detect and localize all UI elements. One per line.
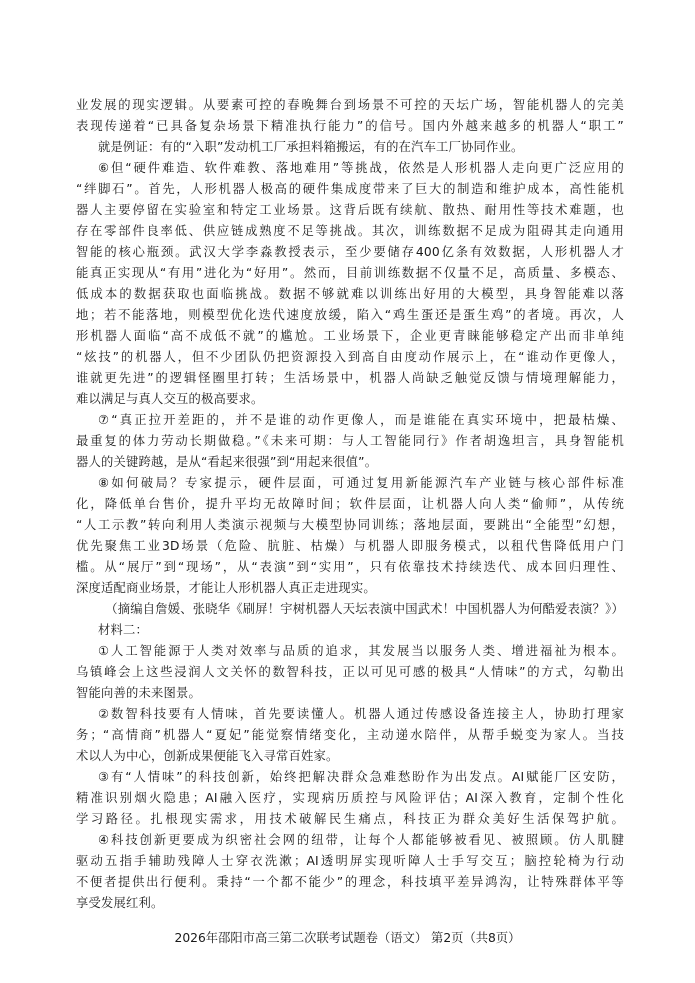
text-line: 术以人为中心，创新成果便能飞入寻常百姓家。 bbox=[76, 749, 339, 763]
text-line: 优先聚焦工业3D场景（危险、肮脏、枯燥）与机器人即服务模式，以租代售降低用户门 bbox=[76, 539, 624, 553]
text-line: 槛。从“展厅”到“现场”，从“表演”到“实用”，只有依靠技术持续迭代、成本回归理性、 bbox=[76, 560, 624, 574]
text-line: 器人的关键跨越，是从“看起来很强”到“用起来很值”。 bbox=[76, 455, 378, 469]
text-line: 就是例证：有的“入职”发动机工厂承担料箱搬运，有的在汽车工厂协同作业。 bbox=[98, 140, 524, 154]
text-line: 形机器人面临“高不成低不就”的尴尬。工业场景下，企业更青睐能够稳定产出而非单纯 bbox=[76, 329, 624, 343]
text-line: 最重复的体力劳动长期做稳。”《未来可期：与人工智能同行》作者胡逸坦言，具身智能机 bbox=[76, 434, 624, 448]
text-line: 存在零部件良率低、供应链成熟度不足等挑战。其次，训练数据不足成为阻碍其走向通用 bbox=[76, 224, 624, 238]
text-line: 驱动五指手辅助残障人士穿衣洗漱；AI透明屏实现听障人士手写交互；脑控轮椅为行动 bbox=[76, 854, 624, 868]
text-line: 业发展的现实逻辑。从要素可控的春晚舞台到场景不可控的天坛广场，智能机器人的完美 bbox=[76, 98, 624, 112]
text-line: ①人工智能源于人类对效率与品质的追求，其发展当以服务人类、增进福祉为根本。 bbox=[98, 644, 624, 658]
text-line: 学习路径。扎根现实需求，用技术破解民生痛点，科技正为群众美好生活保驾护航。 bbox=[76, 812, 624, 826]
text-line: ③有“人情味”的科技创新，始终把解决群众急难愁盼作为出发点。AI赋能厂区安防， bbox=[98, 770, 624, 784]
text-line: “人工示教”转向利用人类演示视频与大模型协同训练；落地层面，要跳出“全能型”幻想， bbox=[76, 518, 624, 532]
text-line: 务；“高情商”机器人“夏妃”能觉察情绪变化，主动递水陪伴，从帮手蜕变为家人。当技 bbox=[76, 728, 624, 742]
section-heading: 材料二： bbox=[98, 623, 148, 637]
text-line: 地；若不能落地，则模型优化迭代速度放缓，陷入“鸡生蛋还是蛋生鸡”的者境。再次，人 bbox=[76, 308, 624, 322]
text-line: 享受发展红利。 bbox=[76, 896, 164, 910]
text-line: 器人主要停留在实验室和特定工业场景。这背后既有续航、散热、耐用性等技术难题，也 bbox=[76, 203, 624, 217]
text-line: ⑦“真正拉开差距的，并不是谁的动作更像人，而是谁能在真实环境中，把最枯燥、 bbox=[98, 413, 624, 427]
text-line: ⑥但“硬件难造、软件难教、落地难用”等挑战，依然是人形机器人走向更广泛应用的 bbox=[98, 161, 624, 175]
text-line: 低成本的数据获取也面临挑战。数据不够就难以训练出好用的大模型，具身智能难以落 bbox=[76, 287, 624, 301]
text-line: 精准识别烟火隐患；AI融入医疗，实现病历质控与风险评估；AI深入教育，定制个性化 bbox=[76, 791, 624, 805]
text-line: “炫技”的机器人，但不少团队仍把资源投入到高自由度动作展示上，在“谁动作更像人， bbox=[76, 350, 624, 364]
text-line: 深度适配商业场景，才能让人形机器人真正走进现实。 bbox=[76, 581, 376, 595]
text-line: ②数智科技要有人情味，首先要读懂人。机器人通过传感设备连接主人，协助打理家 bbox=[98, 707, 624, 721]
text-line: 不便者提供出行便利。秉持“一个都不能少”的理念，科技填平差异鸿沟，让特殊群体平等 bbox=[76, 875, 624, 889]
page-footer: 2026年邵阳市高三第二次联考试题卷（语文） 第2页（共8页） bbox=[174, 931, 521, 945]
text-line: 智能的核心瓶颈。武汉大学李淼教授表示，至少要储存400亿条有效数据，人形机器人才 bbox=[76, 245, 624, 259]
text-line: 能真正实现从“有用”进化为“好用”。然而，目前训练数据不仅量不足，高质量、多模态、 bbox=[76, 266, 624, 280]
text-line: 化，降低单台售价，提升平均无故障时间；软件层面，让机器人向人类“偷师”，从传统 bbox=[76, 497, 624, 511]
text-line: 智能向善的未来图景。 bbox=[76, 686, 201, 700]
text-line: 难以满足与真人交互的极高要求。 bbox=[76, 392, 264, 406]
text-line: “绊脚石”。首先，人形机器人极高的硬件集成度带来了巨大的制造和维护成本，高性能机 bbox=[76, 182, 624, 196]
text-line: 谁就更先进”的逻辑怪圈里打转；生活场景中，机器人尚缺乏触觉反馈与情境理解能力， bbox=[76, 371, 624, 385]
source-citation: （摘编自詹媛、张晓华《刷屏！宇树机器人天坛表演中国武术！中国机器人为何酷爱表演？》） bbox=[105, 602, 624, 616]
text-line: 乌镇峰会上这些浸润人文关怀的数智科技，正以可见可感的极具“人情味”的方式，勾勒出 bbox=[76, 665, 624, 679]
text-line: ④科技创新更要成为织密社会网的纽带，让每个人都能够被看见、被照顾。仿人肌腱 bbox=[98, 833, 624, 847]
text-line: 表现传递着“已具备复杂场景下精准执行能力”的信号。国内外越来越多的机器人“职工” bbox=[76, 119, 624, 133]
text-line: ⑧如何破局？专家提示，硬件层面，可通过复用新能源汽车产业链与核心部件标准 bbox=[98, 476, 624, 490]
